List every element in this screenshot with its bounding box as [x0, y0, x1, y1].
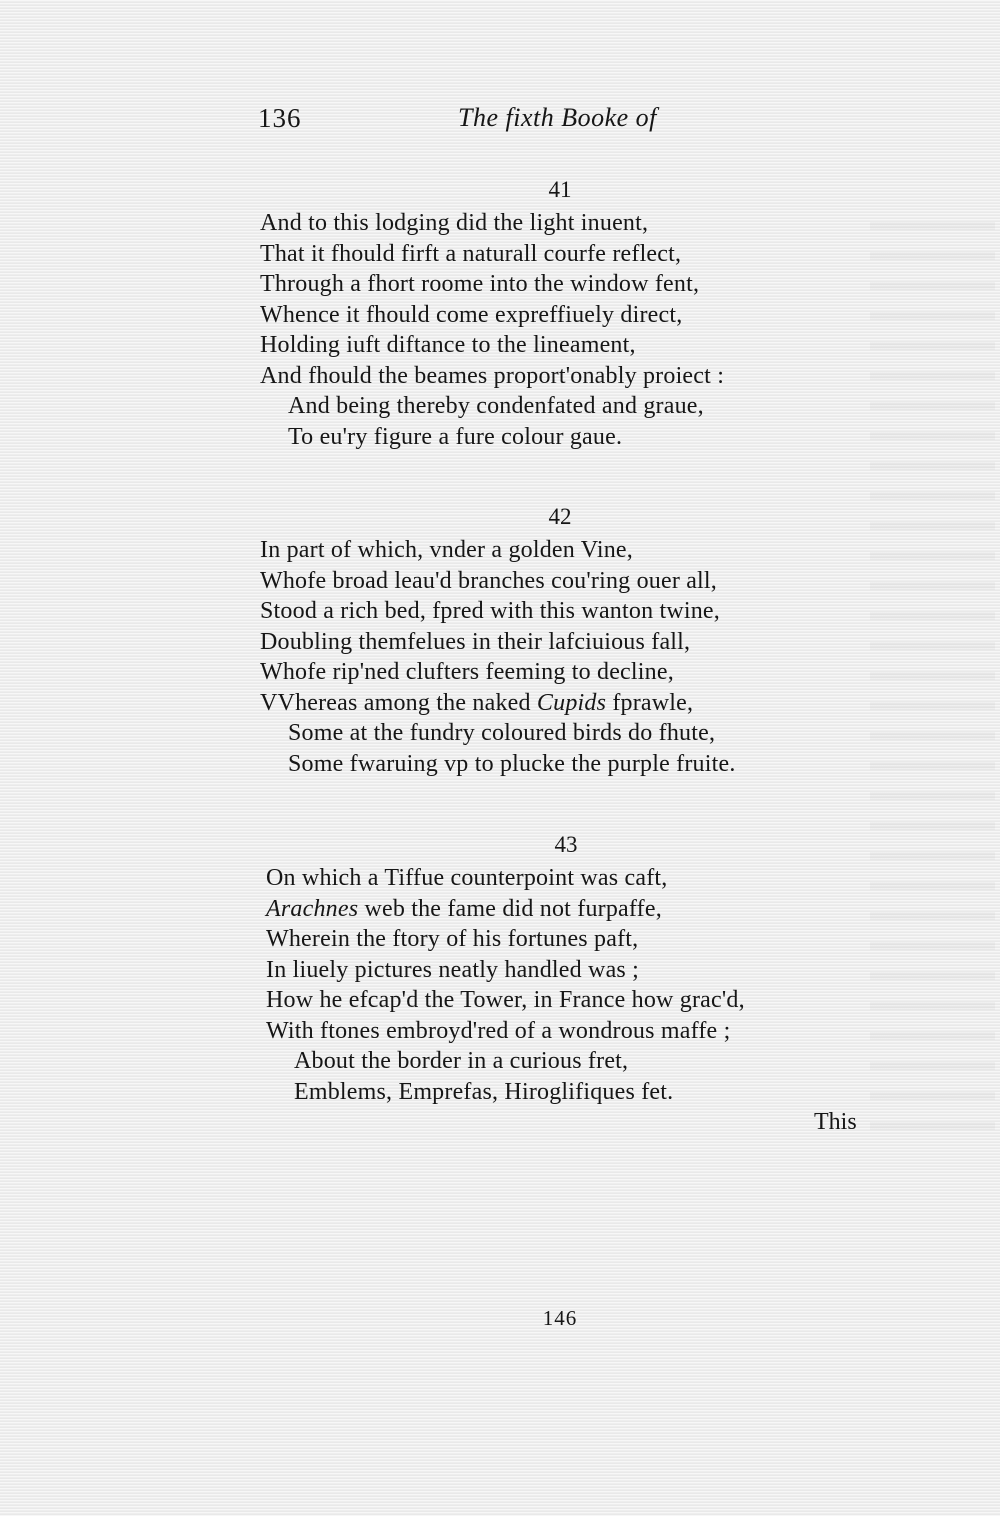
- catchword: This: [814, 1109, 857, 1135]
- verse-text: VVhereas among the naked: [260, 689, 537, 716]
- verse-line: Stood a rich bed, fpred with this wanton twine,: [260, 598, 720, 624]
- stanza-lines: [260, 208, 880, 452]
- verse-line: That it fhould firft a naturall courfe reflect,: [260, 240, 682, 267]
- verse-line: Through a fhort roome into the window fent,: [260, 271, 700, 297]
- verse-line: Emblems, Emprefas, Hiroglifiques fet.: [294, 1078, 674, 1105]
- folio-number: 146: [542, 1306, 578, 1330]
- verse-line: On which a Tiffue counterpoint was caft,: [266, 865, 668, 891]
- verse-line: Some fwaruing vp to plucke the purple fruite.: [288, 750, 736, 777]
- italic-word: Cupids: [536, 689, 607, 716]
- running-head: [258, 103, 678, 143]
- verse-line: And to this lodging did the light inuent,: [260, 210, 649, 236]
- page-number: 136: [258, 103, 302, 133]
- verse-line: With ftones embroyd'red of a wondrous maffe ;: [266, 1017, 731, 1044]
- verse-line: In part of which, vnder a golden Vine,: [260, 537, 633, 563]
- verse-line: [266, 894, 886, 925]
- stanza-number: 41: [548, 177, 572, 202]
- verse-line: Doubling themfelues in their lafciuious fall,: [260, 628, 691, 655]
- verse-line: To eu'ry figure a fure colour gaue.: [288, 423, 623, 450]
- verse-line: About the border in a curious fret,: [294, 1048, 629, 1074]
- verse-line: [260, 688, 880, 719]
- verse-text: web the fame did not furpaffe,: [358, 895, 662, 922]
- verse-line: Some at the fundry coloured birds do fhute,: [288, 720, 716, 746]
- verse-text: fprawle,: [606, 689, 694, 716]
- verse-line: Wherein the ftory of his fortunes paft,: [266, 926, 639, 952]
- italic-word: Arachnes: [266, 895, 359, 922]
- running-title: The fixth Booke of: [458, 103, 657, 132]
- verse-line: Whofe broad leau'd branches cou'ring ouer all,: [260, 567, 717, 594]
- stanza-lines: [260, 535, 880, 779]
- stanza-number: 43: [554, 832, 578, 857]
- verse-line: Holding iuft diftance to the lineament,: [260, 332, 636, 358]
- stanza-lines: [266, 863, 886, 1107]
- verse-line: In liuely pictures neatly handled was ;: [266, 956, 640, 983]
- stanza-number: 42: [548, 504, 572, 529]
- verse-line: Whence it fhould come expreffiuely direct,: [260, 301, 683, 328]
- verse-line: And being thereby condenfated and graue,: [288, 393, 704, 419]
- show-through-shadow: [870, 200, 995, 1150]
- verse-line: And fhould the beames proport'onably proiect :: [260, 362, 725, 389]
- verse-line: How he efcap'd the Tower, in France how grac'd,: [266, 987, 745, 1013]
- verse-line: Whofe rip'ned clufters feeming to decline,: [260, 659, 674, 685]
